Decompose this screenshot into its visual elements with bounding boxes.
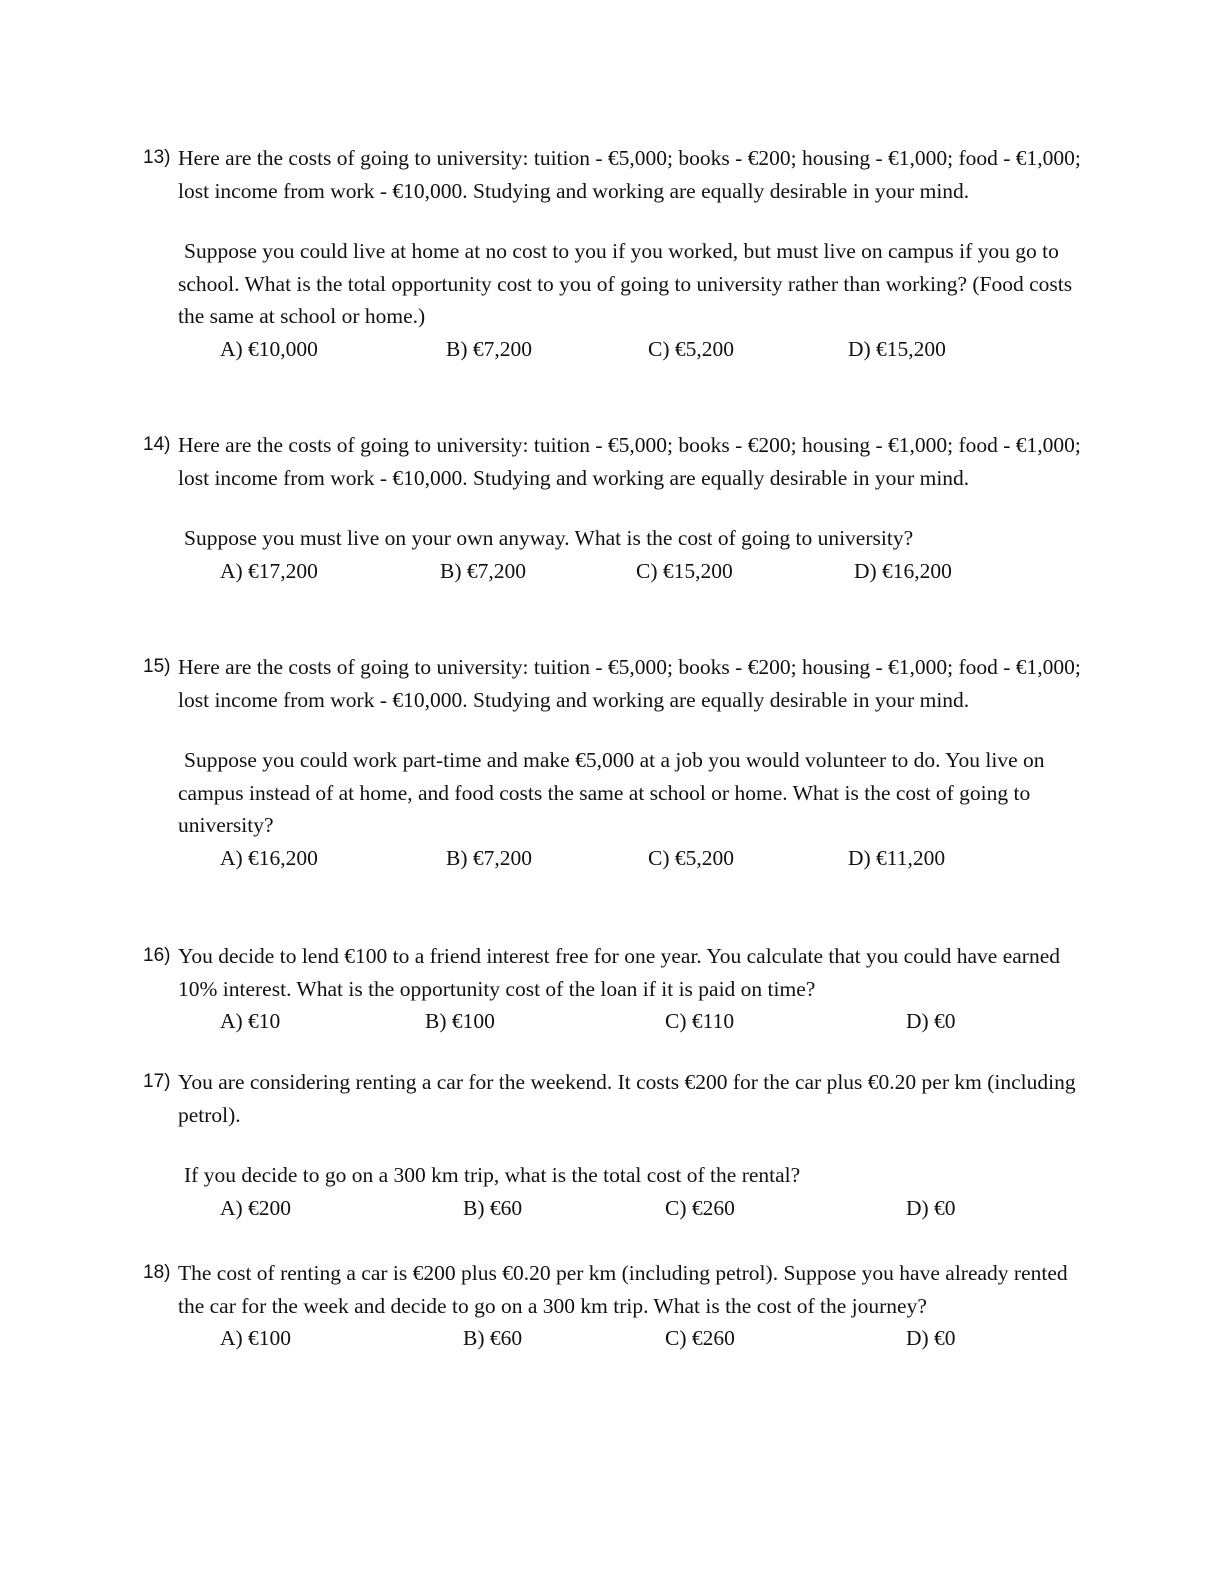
answer-options bbox=[143, 1005, 1083, 1036]
question-15 bbox=[143, 651, 1083, 873]
option-d[interactable]: D) €0 bbox=[906, 1009, 956, 1033]
option-d[interactable]: D) €16,200 bbox=[854, 558, 952, 583]
option-c[interactable]: C) €260 bbox=[665, 1195, 735, 1220]
answer-options bbox=[143, 333, 1083, 364]
answer-options bbox=[143, 555, 1083, 586]
option-b[interactable]: B) €7,200 bbox=[440, 558, 526, 583]
option-b[interactable]: B) €7,200 bbox=[446, 845, 532, 870]
option-c[interactable]: C) €5,200 bbox=[648, 845, 734, 870]
question-prompt: Suppose you could live at home at no cost to you if you worked, but must live on campus if you go to school. What is the total opportunity cost to you of going to university rather than working? (Food costs the same at school or home.) bbox=[178, 239, 1073, 328]
option-b[interactable]: B) €7,200 bbox=[446, 336, 532, 361]
question-stem: You are considering renting a car for the weekend. It costs €200 for the car plus €0.20 per km (including petrol). bbox=[178, 1070, 1076, 1127]
question-18 bbox=[143, 1257, 1083, 1353]
option-d[interactable]: D) €0 bbox=[906, 1326, 956, 1350]
question-number: 16) bbox=[143, 945, 171, 966]
question-prompt: If you decide to go on a 300 km trip, what is the total cost of the rental? bbox=[184, 1163, 801, 1187]
option-c[interactable]: C) €15,200 bbox=[636, 558, 733, 583]
question-14 bbox=[143, 429, 1083, 586]
question-stem: Here are the costs of going to university: tuition - €5,000; books - €200; housing - €1,000; food - €1,000; lost income from work - €10,000. Studying and working are equally desirable in your mind. bbox=[178, 655, 1081, 712]
option-a[interactable]: A) €17,200 bbox=[220, 558, 318, 583]
question-stem: Here are the costs of going to university: tuition - €5,000; books - €200; housing - €1,000; food - €1,000; lost income from work - €10,000. Studying and working are equally desirable in your mind. bbox=[178, 433, 1081, 490]
question-number: 14) bbox=[143, 434, 171, 455]
option-a[interactable]: A) €100 bbox=[220, 1326, 292, 1350]
question-prompt: Suppose you must live on your own anyway. What is the cost of going to university? bbox=[184, 526, 914, 550]
question-number: 17) bbox=[143, 1071, 171, 1092]
option-c[interactable]: C) €260 bbox=[665, 1326, 735, 1350]
question-stem: You decide to lend €100 to a friend interest free for one year. You calculate that you could have earned 10% interest. What is the opportunity cost of the loan if it is paid on time? bbox=[178, 944, 1061, 1001]
option-a[interactable]: A) €16,200 bbox=[220, 845, 318, 870]
answer-options bbox=[143, 842, 1083, 873]
answer-options bbox=[143, 1322, 1083, 1353]
option-d[interactable]: D) €15,200 bbox=[848, 336, 946, 361]
option-a[interactable]: A) €10,000 bbox=[220, 336, 318, 361]
answer-options bbox=[143, 1192, 1083, 1223]
question-13 bbox=[143, 142, 1083, 364]
question-number: 15) bbox=[143, 656, 171, 677]
option-c[interactable]: C) €5,200 bbox=[648, 336, 734, 361]
question-16 bbox=[143, 940, 1083, 1036]
option-c[interactable]: C) €110 bbox=[665, 1009, 735, 1033]
question-stem: Here are the costs of going to university: tuition - €5,000; books - €200; housing - €1,000; food - €1,000; lost income from work - €10,000. Studying and working are equally desirable in your mind. bbox=[178, 146, 1081, 203]
option-d[interactable]: D) €0 bbox=[906, 1195, 956, 1220]
question-number: 13) bbox=[143, 147, 171, 168]
option-a[interactable]: A) €10 bbox=[220, 1009, 281, 1033]
question-stem: The cost of renting a car is €200 plus €0.20 per km (including petrol). Suppose you have already rented the car for the week and decide to go on a 300 km trip. What is the cost of the journey? bbox=[178, 1261, 1068, 1318]
question-number: 18) bbox=[143, 1262, 171, 1283]
question-17 bbox=[143, 1066, 1083, 1223]
option-d[interactable]: D) €11,200 bbox=[848, 845, 946, 870]
option-a[interactable]: A) €200 bbox=[220, 1195, 292, 1220]
option-b[interactable]: B) €60 bbox=[463, 1326, 523, 1350]
option-b[interactable]: B) €100 bbox=[425, 1009, 495, 1033]
option-b[interactable]: B) €60 bbox=[463, 1195, 523, 1220]
question-prompt: Suppose you could work part-time and make €5,000 at a job you would volunteer to do. You live on campus instead of at home, and food costs the same at school or home. What is the cost of going to university? bbox=[178, 748, 1045, 837]
